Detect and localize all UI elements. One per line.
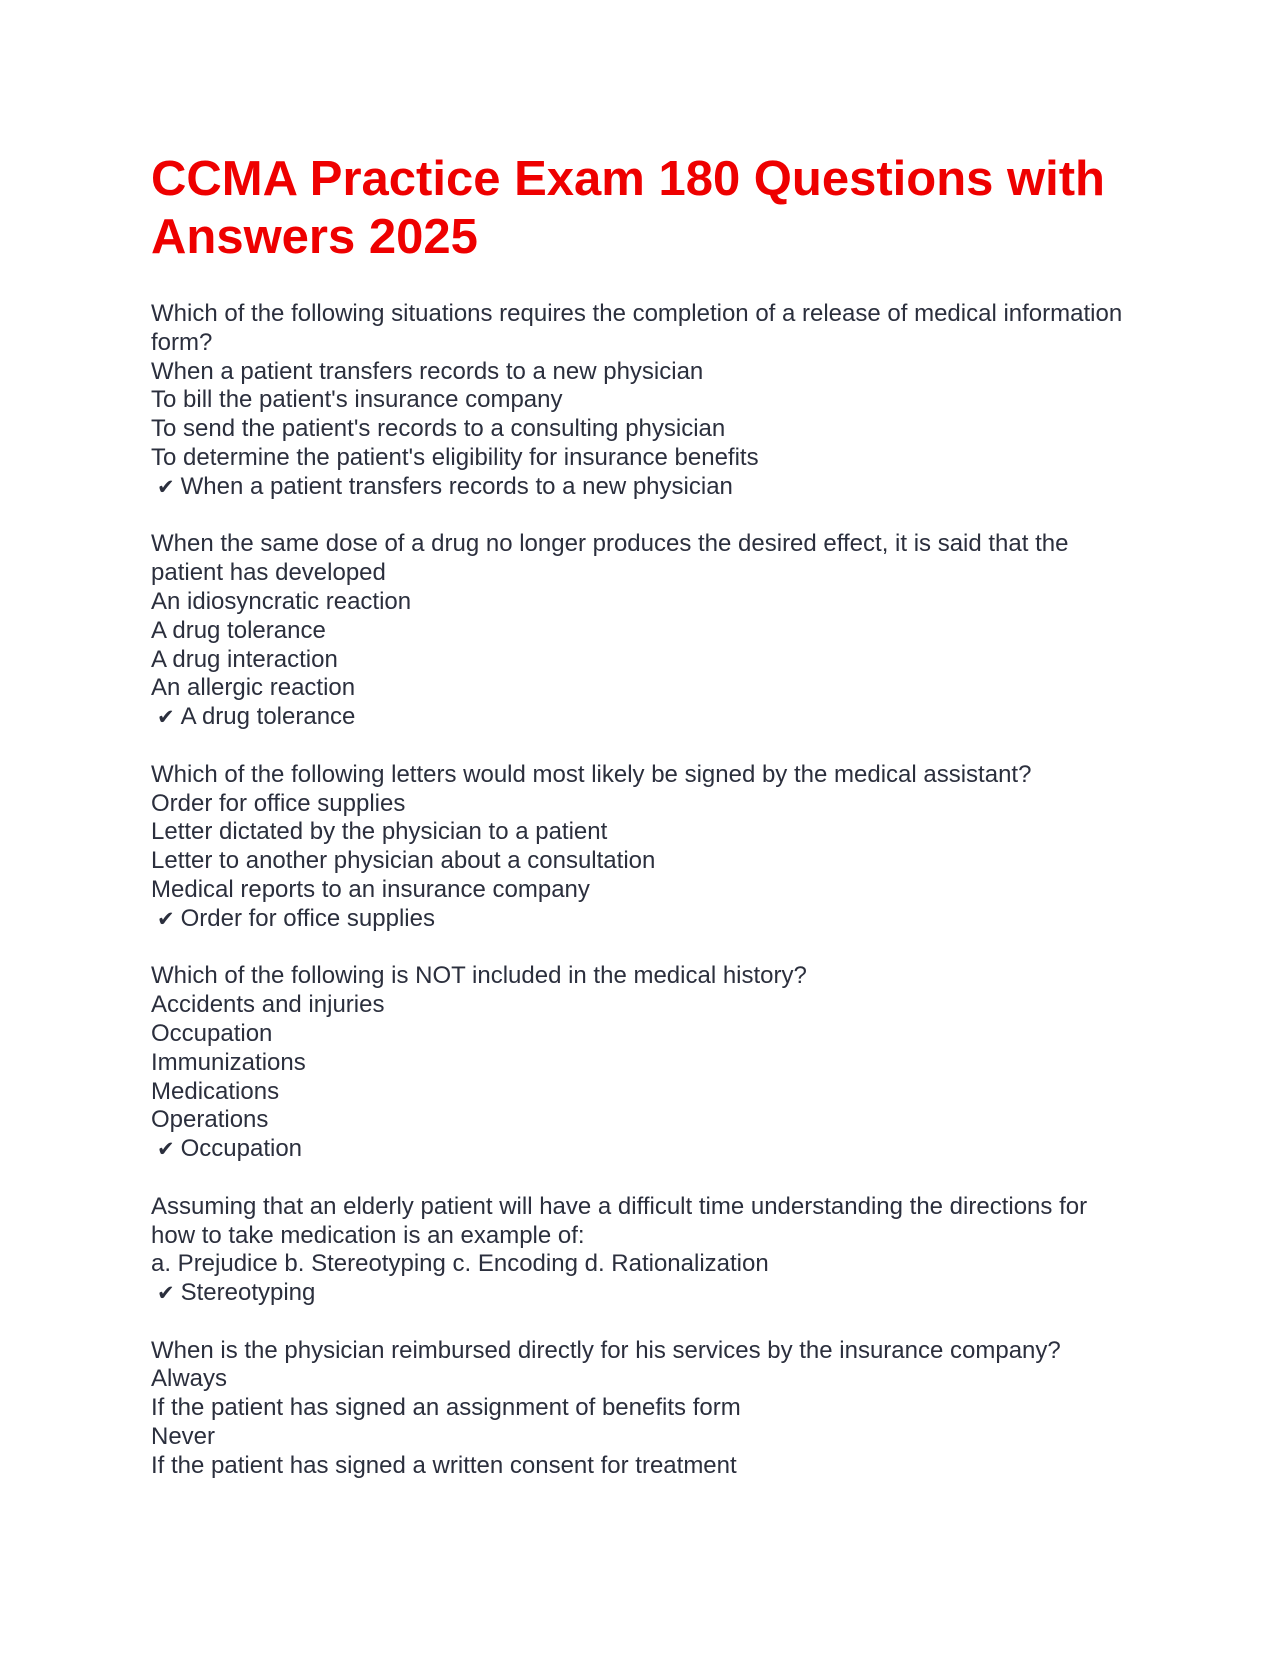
document-page (151, 150, 1131, 1509)
question-text: Which of the following letters would most likely be signed by the medical assistant? (151, 760, 1032, 788)
question-text: When the same dose of a drug no longer produces the desired effect, it is said that the patient has developed (151, 530, 1069, 587)
checkmark-icon: ✔ (157, 705, 175, 730)
correct-answer (151, 905, 1131, 934)
question-block (151, 300, 1131, 502)
answer-option: Operations (151, 1106, 269, 1134)
checkmark-icon: ✔ (157, 1137, 175, 1162)
answer-option: Always (151, 1365, 228, 1393)
correct-answer (151, 473, 1131, 502)
correct-answer-text: Order for office supplies (180, 904, 435, 932)
answer-option: A drug interaction (151, 645, 338, 673)
correct-answer (151, 1135, 1131, 1164)
answer-option: When a patient transfers records to a new physician (151, 357, 704, 385)
answer-option: Accidents and injuries (151, 991, 385, 1019)
correct-answer (151, 703, 1131, 732)
answer-option: Never (151, 1423, 216, 1451)
document-title: CCMA Practice Exam 180 Questions with Answers 2025 (151, 152, 1105, 264)
answer-option: a. Prejudice b. Stereotyping c. Encoding d. Rationalization (151, 1250, 769, 1278)
answer-option: Immunizations (151, 1048, 306, 1076)
question-text: Assuming that an elderly patient will have a difficult time understanding the directions for how to take medication is an example of: (151, 1192, 1088, 1249)
question-block (151, 962, 1131, 1164)
correct-answer-text: Stereotyping (180, 1279, 316, 1307)
answer-option: If the patient has signed an assignment of benefits form (151, 1394, 741, 1422)
answer-option: Medical reports to an insurance company (151, 875, 590, 903)
answer-option: An allergic reaction (151, 674, 356, 702)
question-block (151, 1193, 1131, 1308)
answer-option: To send the patient's records to a consulting physician (151, 415, 726, 443)
checkmark-icon: ✔ (157, 1281, 175, 1306)
answer-option: To determine the patient's eligibility for insurance benefits (151, 443, 759, 471)
correct-answer-text: Occupation (180, 1135, 303, 1163)
answer-option: Letter to another physician about a consultation (151, 847, 656, 875)
answer-option: To bill the patient's insurance company (151, 386, 563, 414)
answer-option: Letter dictated by the physician to a patient (151, 818, 608, 846)
question-text: When is the physician reimbursed directly for his services by the insurance company? (151, 1336, 1061, 1364)
question-block (151, 530, 1131, 732)
question-text: Which of the following is NOT included in the medical history? (151, 962, 807, 990)
answer-option: An idiosyncratic reaction (151, 587, 412, 615)
correct-answer (151, 1279, 1131, 1308)
checkmark-icon: ✔ (157, 906, 175, 931)
correct-answer-text: A drug tolerance (180, 703, 356, 731)
answer-option: If the patient has signed a written consent for treatment (151, 1451, 737, 1479)
correct-answer-text: When a patient transfers records to a new physician (180, 472, 733, 500)
checkmark-icon: ✔ (157, 474, 175, 499)
question-text: Which of the following situations requires the completion of a release of medical information form? (151, 300, 1123, 356)
answer-option: Medications (151, 1077, 280, 1105)
answer-option: Order for office supplies (151, 789, 406, 817)
question-block (151, 1337, 1131, 1481)
answer-option: Occupation (151, 1019, 273, 1047)
answer-option: A drug tolerance (151, 616, 326, 644)
question-block (151, 761, 1131, 934)
